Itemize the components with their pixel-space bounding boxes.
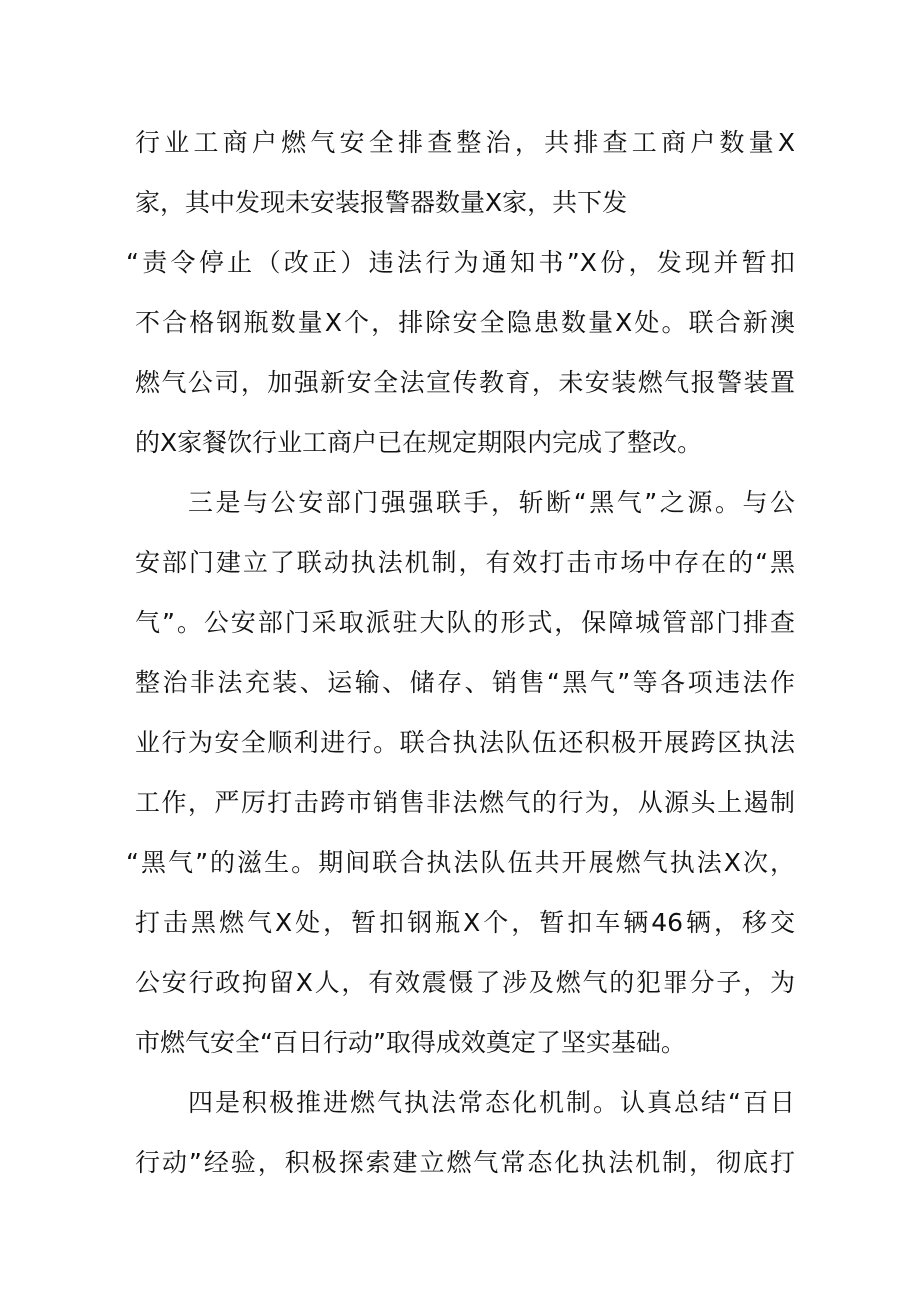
text-line-7: 三是与公安部门强强联手，斩断“黑气”之源。与公 — [188, 488, 795, 517]
text-line-8: 安部门建立了联动执法机制，有效打击市场中存在的“黑 — [135, 548, 795, 577]
text-line-3: “责令停止（改正）违法行为通知书”X份，发现并暂扣 — [126, 248, 795, 277]
text-line-6: 的X家餐饮行业工商户已在规定期限内完成了整改。 — [135, 428, 703, 457]
text-line-9: 气”。公安部门采取派驻大队的形式，保障城管部门排查 — [135, 608, 795, 637]
text-line-15: 公安行政拘留X人，有效震慑了涉及燃气的犯罪分子，为 — [135, 968, 795, 997]
text-line-11: 业行为安全顺利进行。联合执法队伍还积极开展跨区执法 — [135, 728, 795, 757]
text-line-5: 燃气公司，加强新安全法宣传教育，未安装燃气报警装置 — [135, 368, 795, 397]
text-line-13: “黑气”的滋生。期间联合执法队伍共开展燃气执法X次， — [126, 848, 795, 877]
text-line-4: 不合格钢瓶数量X个，排除安全隐患数量X处。联合新澳 — [135, 308, 795, 337]
text-line-16: 市燃气安全“百日行动”取得成效奠定了坚实基础。 — [135, 1028, 686, 1057]
text-line-14: 打击黑燃气X处，暂扣钢瓶X个，暂扣车辆46辆，移交 — [135, 908, 795, 937]
text-line-10: 整治非法充装、运输、储存、销售“黑气”等各项违法作 — [135, 668, 795, 697]
text-line-2: 家，其中发现未安装报警器数量X家，共下发 — [135, 188, 628, 217]
text-line-17: 四是积极推进燃气执法常态化机制。认真总结“百日 — [188, 1088, 795, 1117]
text-line-1: 行业工商户燃气安全排查整治，共排查工商户数量X — [135, 128, 795, 157]
text-line-12: 工作，严厉打击跨市销售非法燃气的行为，从源头上遏制 — [135, 788, 795, 817]
text-line-18: 行动”经验，积极探索建立燃气常态化执法机制，彻底打 — [135, 1148, 795, 1177]
